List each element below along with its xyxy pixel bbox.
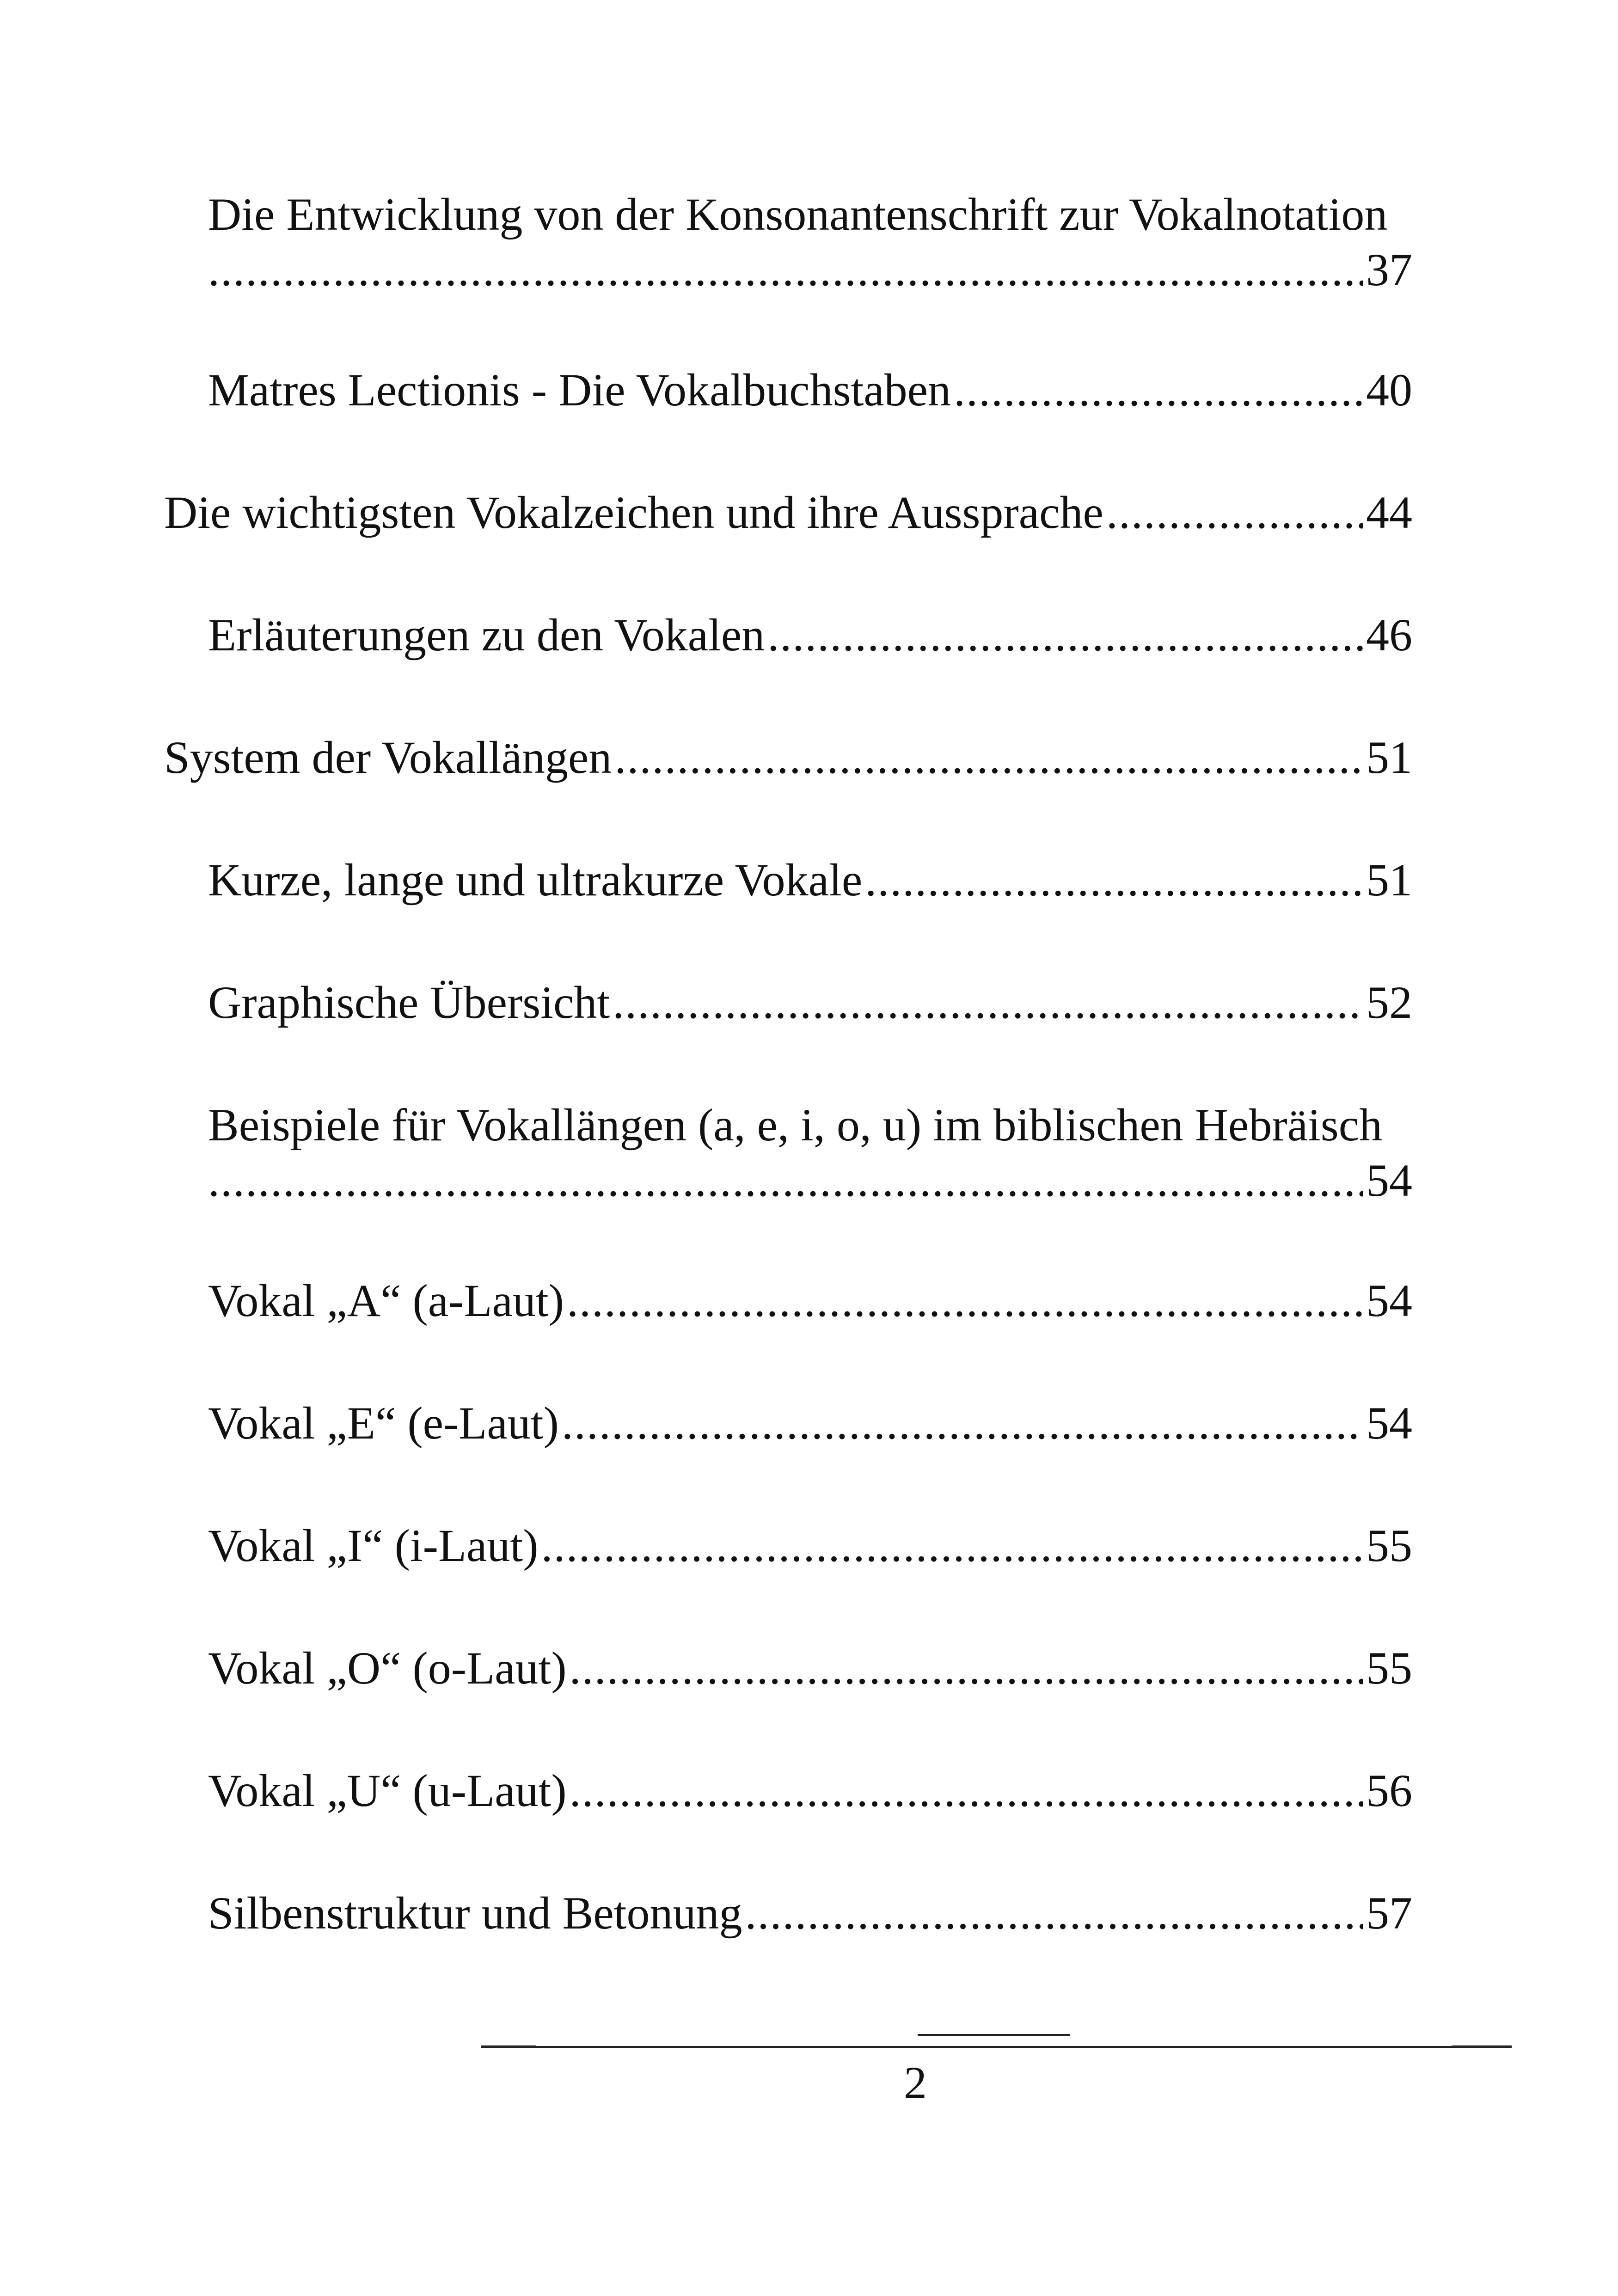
toc-dot-leader <box>1106 485 1363 540</box>
toc-entry[interactable] <box>208 975 1412 1030</box>
toc-entry[interactable] <box>208 1886 1412 1941</box>
footer-divider <box>481 2046 1512 2048</box>
toc-entry-page: 46 <box>1366 609 1412 661</box>
toc-entry[interactable] <box>208 1273 1412 1329</box>
toc-entry-page: 54 <box>1366 1275 1412 1326</box>
toc-dot-leader <box>208 242 1363 298</box>
toc-dot-leader <box>745 1886 1363 1941</box>
toc-dot-leader <box>541 1518 1363 1574</box>
toc-entry-page: 54 <box>1366 1397 1412 1449</box>
toc-dot-leader <box>567 1273 1363 1329</box>
toc-entry-page: 51 <box>1366 732 1412 783</box>
toc-entry-title: Die Entwicklung von der Konsonantenschrift zur Vokalnotation <box>208 189 1388 240</box>
toc-entry-page: 51 <box>1366 854 1412 906</box>
toc-entry-page: 56 <box>1366 1765 1412 1816</box>
toc-dot-leader <box>562 1396 1363 1451</box>
toc-entry[interactable] <box>208 1518 1412 1574</box>
toc-entry-title: Graphische Übersicht <box>208 977 610 1028</box>
footer-divider-fade-left <box>481 2045 536 2046</box>
toc-entry-title: Kurze, lange und ultrakurze Vokale <box>208 854 863 906</box>
toc-entry-title: Vokal „O“ (o-Laut) <box>208 1642 567 1694</box>
toc-entry-title: Matres Lectionis - Die Vokalbuchstaben <box>208 364 951 416</box>
toc-entry[interactable] <box>208 1097 1412 1208</box>
toc-dot-leader <box>570 1763 1363 1818</box>
toc-entry-page: 54 <box>1366 1155 1412 1206</box>
toc-entry-title: Erläuterungen zu den Vokalen <box>208 609 765 661</box>
toc-entry[interactable] <box>208 1641 1412 1696</box>
toc-dot-leader <box>613 975 1363 1030</box>
toc-entry-page: 52 <box>1366 977 1412 1028</box>
toc-entry[interactable] <box>208 187 1412 298</box>
toc-entry[interactable] <box>164 485 1412 540</box>
toc-entry-page: 44 <box>1366 487 1412 538</box>
toc-entry-page: 57 <box>1366 1887 1412 1939</box>
toc-entry[interactable] <box>164 730 1412 785</box>
toc-entry-title: Vokal „E“ (e-Laut) <box>208 1397 559 1449</box>
toc-entry[interactable] <box>208 1763 1412 1818</box>
toc-entry-title: Silbenstruktur und Betonung <box>208 1887 742 1939</box>
toc-dot-leader <box>767 607 1363 663</box>
toc-entry[interactable] <box>208 852 1412 908</box>
toc-entry[interactable] <box>208 362 1412 418</box>
toc-dot-leader <box>865 852 1363 908</box>
toc-entry-title: System der Vokallängen <box>164 732 612 783</box>
toc-entry-title: Beispiele für Vokallängen (a, e, i, o, u) im biblischen Hebräisch <box>208 1099 1383 1151</box>
toc-dot-leader <box>954 362 1363 418</box>
toc-entry[interactable] <box>208 1396 1412 1451</box>
toc-dot-leader <box>570 1641 1363 1696</box>
toc-entry-page: 37 <box>1366 244 1412 295</box>
page-number: 2 <box>904 2057 927 2108</box>
toc-entry-page: 40 <box>1366 364 1412 416</box>
toc-dot-leader <box>614 730 1363 785</box>
toc-entry-page: 55 <box>1366 1520 1412 1571</box>
toc-entry-title: Vokal „A“ (a-Laut) <box>208 1275 564 1326</box>
footer-divider-fade-right <box>1452 2045 1512 2046</box>
toc-entry-title: Die wichtigsten Vokalzeichen und ihre Aussprache <box>164 487 1103 538</box>
toc-entry-page: 55 <box>1366 1642 1412 1694</box>
toc-entry-title: Vokal „I“ (i-Laut) <box>208 1520 539 1571</box>
footer-divider-accent <box>918 2034 1070 2036</box>
toc-entry[interactable] <box>208 607 1412 663</box>
toc-entry-title: Vokal „U“ (u-Laut) <box>208 1765 567 1816</box>
toc-dot-leader <box>208 1153 1363 1208</box>
